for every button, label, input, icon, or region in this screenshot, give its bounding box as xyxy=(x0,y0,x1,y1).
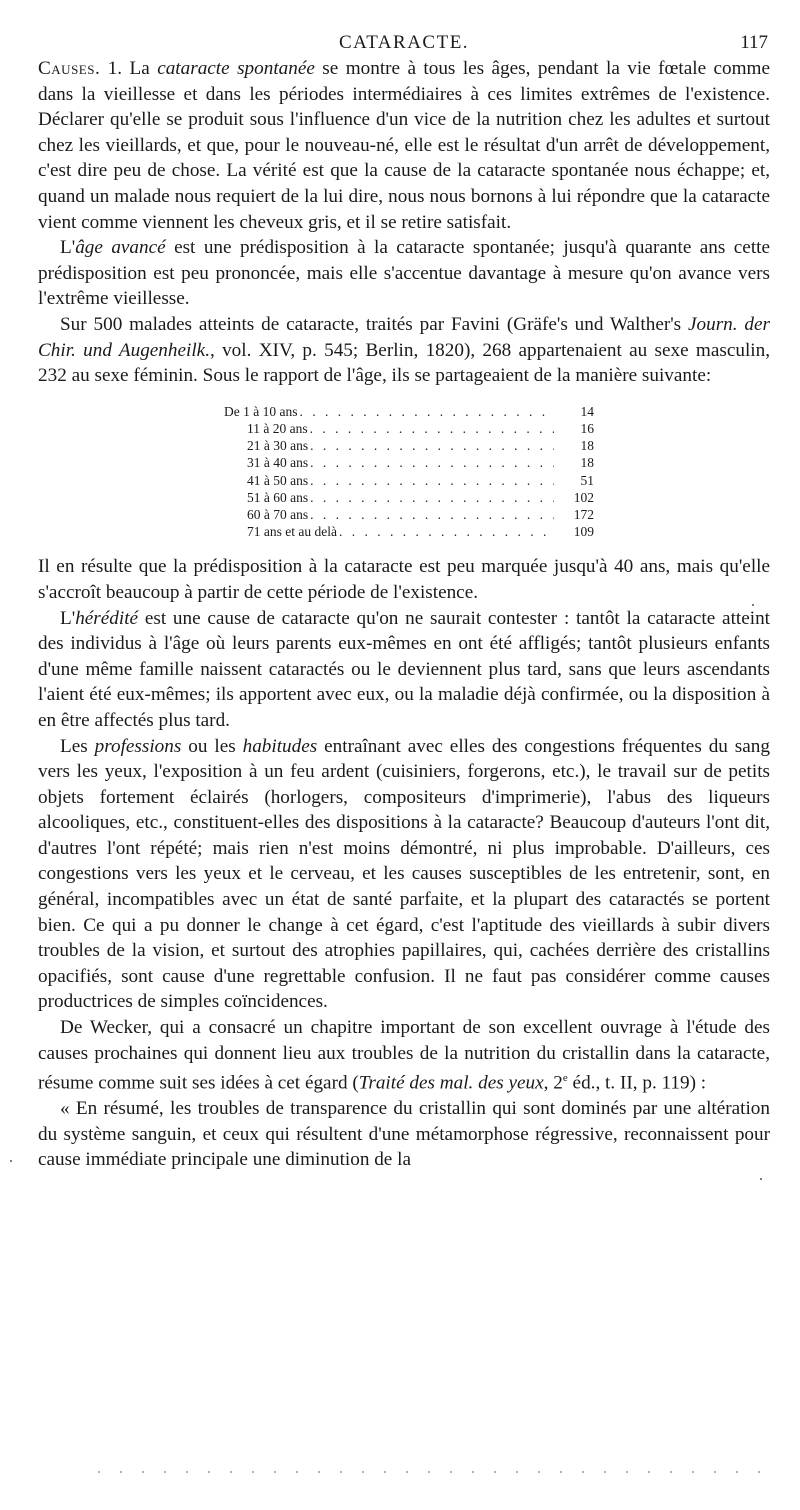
paragraph-text: Sur 500 malades atteints de cataracte, traités par Favini (Gräfe's und Walther's xyxy=(60,313,688,335)
patient-count: 51 xyxy=(580,472,594,488)
paragraph-professions xyxy=(38,734,770,1016)
age-range: 31 à 40 ans xyxy=(247,455,309,471)
leader-dots xyxy=(310,472,554,489)
patient-count: 14 xyxy=(580,403,594,419)
italic-term: âge avancé xyxy=(75,237,166,259)
scan-speck xyxy=(752,604,754,606)
italic-citation: Journ. der Chir. und Augenheilk. xyxy=(38,313,770,361)
age-distribution-table xyxy=(224,403,594,541)
patient-count: 18 xyxy=(580,455,594,471)
paragraph-quotation: « En résumé, les troubles de transparence du cristallin qui sont dominés par une altération du système sanguin, et ceux qui résultent d'une métamorphose régressive, reconnaissent pour cause immédiate principale une diminution de la xyxy=(38,1098,770,1171)
table-row xyxy=(224,403,594,420)
scan-speck xyxy=(760,1178,762,1180)
paragraph-text: est une prédisposition à la cataracte spontanée; jusqu'à quarante ans cette prédisposition est peu prononcée, mais elle s'accentue davantage à mesure qu'on avance vers l'extrême vieillesse. xyxy=(38,237,770,310)
page-number: 117 xyxy=(740,32,768,53)
age-range: 71 ans et au delà xyxy=(247,524,337,540)
scan-noise-footer xyxy=(88,1470,768,1474)
paragraph-text: ou les xyxy=(181,735,243,757)
paragraph-text: L' xyxy=(60,607,76,629)
superscript: e xyxy=(562,1072,568,1085)
paragraph-heredity xyxy=(38,606,770,734)
leader-dots xyxy=(310,454,554,471)
age-range: 21 à 30 ans xyxy=(247,438,309,454)
paragraph-text: entraînant avec elles des congestions fréquentes du sang vers les yeux, l'exposition à un feu ardent (cuisiniers, forgerons, etc.), le travail sur de petits objets fortement éclairés (horlogers, compositeurs d'imprimerie), l'abus des liqueurs alcooliques, etc., constituent-elles des dispositions à la cataracte? Beaucoup d'auteurs l'ont dit, d'autres l'ont répété; mais rien n'est moins démontré, ni plus improbable. D'ailleurs, ces congestions vers les yeux et le cerveau, et les causes susceptibles de les entretenir, sont, en général, incompatibles avec un état de santé parfaite, et la plupart des cataractés se portent bien. Ce qui a pu donner le change à cet égard, c'est l'aptitude des vieillards à subir divers troubles de la vision, et surtout des atrophies papillaires, qui, cachées derrière des cristallins opacifiés, sont cause d'une regrettable confusion. Il ne faut pas considérer comme causes productrices de simples coïncidences. xyxy=(38,735,770,1013)
italic-citation: Traité des mal. des yeux xyxy=(358,1072,544,1094)
patient-count: 172 xyxy=(573,506,594,522)
running-title: CATARACTE. xyxy=(338,32,470,53)
italic-term: cataracte spontanée xyxy=(157,58,315,79)
paragraph-text: De Wecker, qui a consacré un chapitre important de son excellent ouvrage à l'étude des causes prochaines qui donnent lieu aux troubles de la nutrition du cristallin dans la cataracte, résume comme suit ses idées à cet égard ( xyxy=(38,1017,770,1094)
paragraph-de-wecker xyxy=(38,1015,770,1096)
table-row xyxy=(224,437,594,454)
age-range: 51 à 60 ans xyxy=(247,489,309,505)
paragraph-text: 1. La xyxy=(100,58,158,79)
leader-dots xyxy=(310,437,554,454)
paragraph-text: , 2 xyxy=(543,1072,563,1094)
age-range: 11 à 20 ans xyxy=(247,420,308,436)
document-page xyxy=(38,26,770,1173)
leader-dots xyxy=(310,420,554,437)
patient-count: 109 xyxy=(573,524,594,540)
paragraph-text: éd., t. II, p. 119) : xyxy=(567,1072,707,1094)
paragraph-text: se montre à tous les âges, pendant la vie fœtale comme dans la vieillesse et dans les périodes intermédiaires à ces limites extrêmes de l'existence. Déclarer qu'elle se produit sous l'influence d'un vice de la nutrition chez les adultes et surtout chez les vieillards, et que, pour le nouveau-né, elle est le résultat d'un arrêt de développement, c'est dire peu de chose. La vérité est que la cause de la cataracte spontanée nous échappe; et, quand un malade nous requiert de la lui dire, nous nous bornons à lui répondre que la cataracte vient comme viennent les cheveux gris, et il se retire satisfait. xyxy=(38,58,770,233)
table-row xyxy=(224,523,594,540)
age-range: 41 à 50 ans xyxy=(247,472,309,488)
paragraph-age xyxy=(38,235,770,312)
table-row xyxy=(224,420,594,437)
paragraph-text: , vol. XIV, p. 545; Berlin, 1820), 268 appartenaient au sexe masculin, 232 au sexe féminin. Sous le rapport de l'âge, ils se partageaient de la manière suivante: xyxy=(38,339,770,387)
leader-dots xyxy=(299,403,554,420)
running-header xyxy=(38,26,770,56)
leader-dots xyxy=(310,506,554,523)
italic-term: hérédité xyxy=(75,607,139,629)
patient-count: 102 xyxy=(573,489,594,505)
paragraph-conclusion: Il en résulte que la prédisposition à la cataracte est peu marquée jusqu'à 40 ans, mais qu'elle s'accroît beaucoup à partir de cette période de l'existence. xyxy=(38,556,770,603)
paragraph-text: Les xyxy=(60,735,95,757)
paragraph-text: est une cause de cataracte qu'on ne saurait contester : tantôt la cataracte atteint des individus à l'âge où leurs parents eux-mêmes en ont été affligés; tantôt plusieurs enfants d'une même famille naissent cataractés ou le deviennent plus tard, sans que leurs ascendants l'aient été eux-mêmes; ils apportent avec eux, ou la maladie déjà confirmée, ou la disposition à en être affectés plus tard. xyxy=(38,607,770,731)
paragraph-causes xyxy=(38,56,770,235)
italic-term: professions xyxy=(94,735,182,757)
section-label: Causes. xyxy=(38,58,101,79)
patient-count: 16 xyxy=(580,420,594,436)
table-row xyxy=(224,472,594,489)
age-range: De 1 à 10 ans xyxy=(224,403,298,419)
paragraph-favini xyxy=(38,312,770,389)
paragraph-text: L' xyxy=(60,237,76,259)
italic-term: habitudes xyxy=(242,735,318,757)
scan-speck xyxy=(10,1160,12,1162)
table-row xyxy=(224,506,594,523)
patient-count: 18 xyxy=(580,438,594,454)
leader-dots xyxy=(339,523,554,540)
age-range: 60 à 70 ans xyxy=(247,506,309,522)
table-row xyxy=(224,489,594,506)
leader-dots xyxy=(310,489,554,506)
table-row xyxy=(224,454,594,471)
